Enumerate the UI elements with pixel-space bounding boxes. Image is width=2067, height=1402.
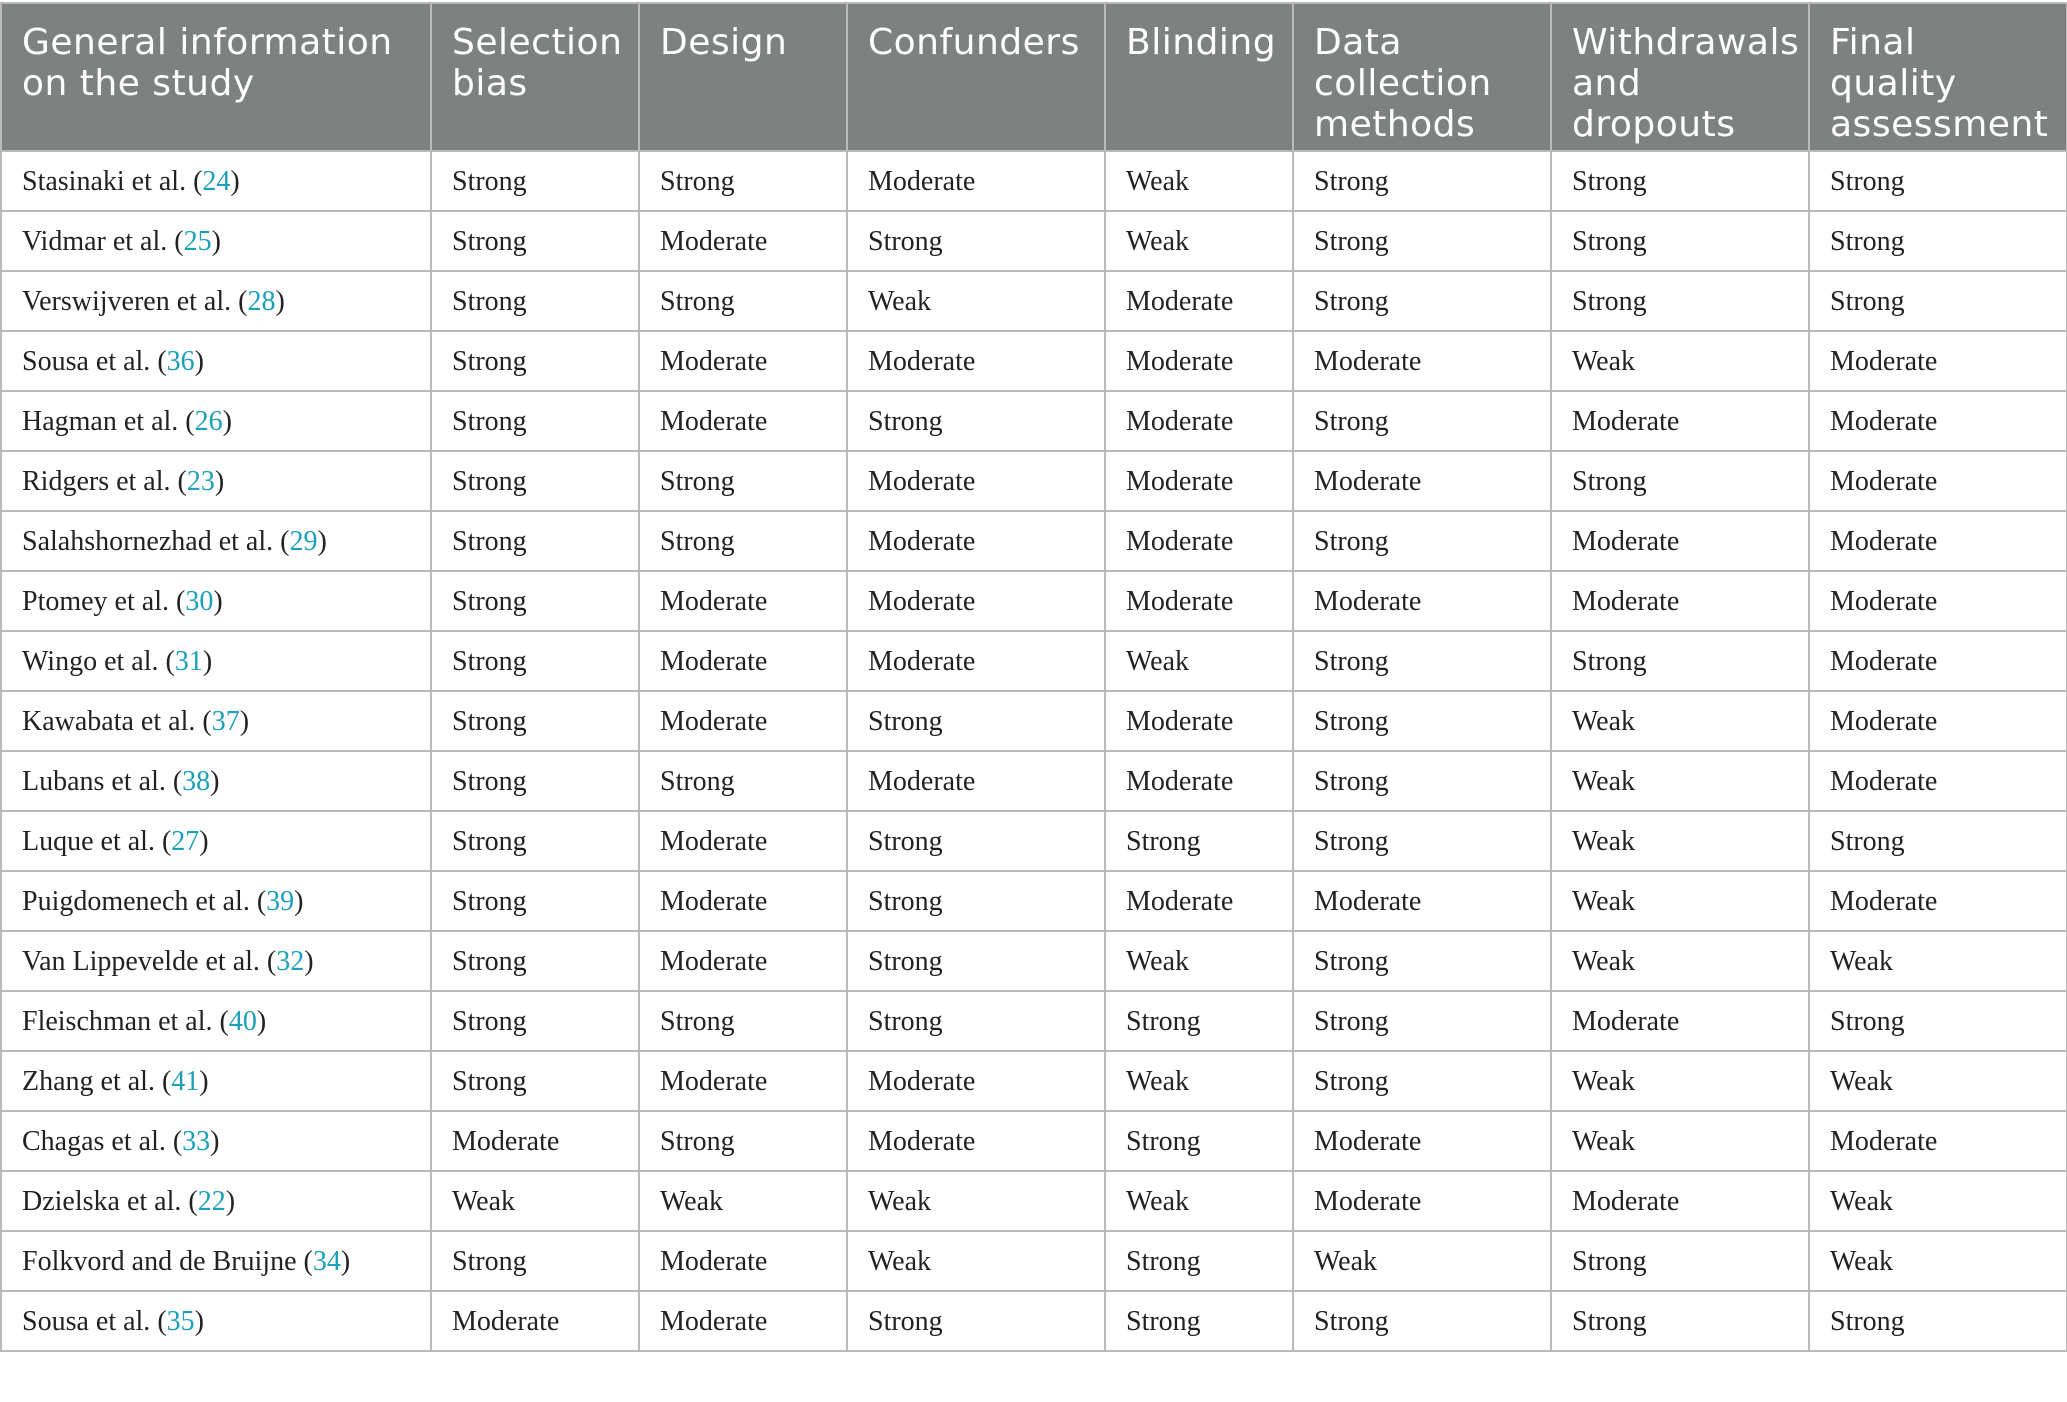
- design-cell: Weak: [639, 1171, 847, 1231]
- header-selection-bias: Selection bias: [431, 3, 639, 151]
- selection-bias-cell: Strong: [431, 571, 639, 631]
- withdrawals-cell: Weak: [1551, 691, 1809, 751]
- study-cell: Dzielska et al. (22): [1, 1171, 431, 1231]
- data-collection-cell: Weak: [1293, 1231, 1551, 1291]
- table-row: [1, 751, 2067, 811]
- withdrawals-cell: Moderate: [1551, 391, 1809, 451]
- data-collection-cell: Strong: [1293, 991, 1551, 1051]
- confunders-cell: Strong: [847, 811, 1105, 871]
- header-confunders: Confunders: [847, 3, 1105, 151]
- withdrawals-cell: Strong: [1551, 631, 1809, 691]
- design-cell: Moderate: [639, 571, 847, 631]
- table-row: [1, 571, 2067, 631]
- reference-link[interactable]: 28: [247, 286, 276, 317]
- reference-link[interactable]: 24: [202, 166, 231, 197]
- reference-link[interactable]: 29: [289, 526, 318, 557]
- table-row: [1, 871, 2067, 931]
- study-name: Kawabata et al.: [22, 706, 196, 737]
- confunders-cell: Weak: [847, 1231, 1105, 1291]
- study-cell: Wingo et al. (31): [1, 631, 431, 691]
- study-cell: Stasinaki et al. (24): [1, 151, 431, 211]
- selection-bias-cell: Moderate: [431, 1111, 639, 1171]
- reference-link[interactable]: 27: [171, 826, 200, 857]
- blinding-cell: Moderate: [1105, 571, 1293, 631]
- reference-link[interactable]: 34: [312, 1246, 341, 1277]
- selection-bias-cell: Strong: [431, 1051, 639, 1111]
- header-withdrawals-and-dropouts: Withdrawals and dropouts: [1551, 3, 1809, 151]
- table-row: [1, 331, 2067, 391]
- withdrawals-cell: Strong: [1551, 151, 1809, 211]
- selection-bias-cell: Strong: [431, 271, 639, 331]
- quality-assessment-table: [0, 2, 2067, 1352]
- confunders-cell: Strong: [847, 991, 1105, 1051]
- study-cell: Chagas et al. (33): [1, 1111, 431, 1171]
- study-cell: Sousa et al. (36): [1, 331, 431, 391]
- confunders-cell: Moderate: [847, 151, 1105, 211]
- reference-link[interactable]: 32: [276, 946, 305, 977]
- confunders-cell: Moderate: [847, 751, 1105, 811]
- data-collection-cell: Strong: [1293, 631, 1551, 691]
- final-quality-cell: Moderate: [1809, 391, 2067, 451]
- blinding-cell: Weak: [1105, 1051, 1293, 1111]
- final-quality-cell: Strong: [1809, 271, 2067, 331]
- selection-bias-cell: Strong: [431, 871, 639, 931]
- study-name: Folkvord and de Bruijne: [22, 1246, 297, 1277]
- study-cell: Fleischman et al. (40): [1, 991, 431, 1051]
- table-header: [1, 3, 2067, 151]
- withdrawals-cell: Moderate: [1551, 571, 1809, 631]
- study-name: Verswijveren et al.: [22, 286, 232, 317]
- selection-bias-cell: Moderate: [431, 1291, 639, 1351]
- withdrawals-cell: Moderate: [1551, 511, 1809, 571]
- selection-bias-cell: Strong: [431, 991, 639, 1051]
- selection-bias-cell: Weak: [431, 1171, 639, 1231]
- data-collection-cell: Moderate: [1293, 571, 1551, 631]
- design-cell: Moderate: [639, 1231, 847, 1291]
- study-name: Lubans et al.: [22, 766, 166, 797]
- data-collection-cell: Moderate: [1293, 1111, 1551, 1171]
- selection-bias-cell: Strong: [431, 691, 639, 751]
- design-cell: Moderate: [639, 331, 847, 391]
- selection-bias-cell: Strong: [431, 931, 639, 991]
- data-collection-cell: Strong: [1293, 931, 1551, 991]
- study-name: Ridgers et al.: [22, 466, 171, 497]
- selection-bias-cell: Strong: [431, 331, 639, 391]
- withdrawals-cell: Weak: [1551, 1111, 1809, 1171]
- confunders-cell: Moderate: [847, 331, 1105, 391]
- selection-bias-cell: Strong: [431, 631, 639, 691]
- blinding-cell: Weak: [1105, 631, 1293, 691]
- final-quality-cell: Strong: [1809, 151, 2067, 211]
- final-quality-cell: Weak: [1809, 931, 2067, 991]
- selection-bias-cell: Strong: [431, 451, 639, 511]
- study-name: Van Lippevelde et al.: [22, 946, 260, 977]
- header-design: Design: [639, 3, 847, 151]
- study-name: Chagas et al.: [22, 1126, 166, 1157]
- reference-link[interactable]: 26: [194, 406, 223, 437]
- selection-bias-cell: Strong: [431, 391, 639, 451]
- final-quality-cell: Moderate: [1809, 751, 2067, 811]
- design-cell: Strong: [639, 271, 847, 331]
- confunders-cell: Strong: [847, 931, 1105, 991]
- header-blinding: Blinding: [1105, 3, 1293, 151]
- blinding-cell: Strong: [1105, 1111, 1293, 1171]
- data-collection-cell: Strong: [1293, 391, 1551, 451]
- table-row: [1, 391, 2067, 451]
- data-collection-cell: Strong: [1293, 811, 1551, 871]
- final-quality-cell: Weak: [1809, 1171, 2067, 1231]
- table-row: [1, 1051, 2067, 1111]
- study-name: Luque et al.: [22, 826, 155, 857]
- confunders-cell: Moderate: [847, 511, 1105, 571]
- reference-link[interactable]: 37: [211, 706, 240, 737]
- table-row: [1, 151, 2067, 211]
- final-quality-cell: Moderate: [1809, 451, 2067, 511]
- table-row: [1, 451, 2067, 511]
- study-name: Sousa et al.: [22, 346, 151, 377]
- study-cell: Vidmar et al. (25): [1, 211, 431, 271]
- final-quality-cell: Moderate: [1809, 691, 2067, 751]
- confunders-cell: Strong: [847, 211, 1105, 271]
- blinding-cell: Moderate: [1105, 511, 1293, 571]
- data-collection-cell: Moderate: [1293, 331, 1551, 391]
- header-data-collection-methods: Data collection methods: [1293, 3, 1551, 151]
- study-cell: Hagman et al. (26): [1, 391, 431, 451]
- withdrawals-cell: Strong: [1551, 211, 1809, 271]
- withdrawals-cell: Weak: [1551, 751, 1809, 811]
- blinding-cell: Weak: [1105, 151, 1293, 211]
- final-quality-cell: Moderate: [1809, 1111, 2067, 1171]
- data-collection-cell: Strong: [1293, 751, 1551, 811]
- table-row: [1, 1231, 2067, 1291]
- design-cell: Strong: [639, 991, 847, 1051]
- withdrawals-cell: Weak: [1551, 1051, 1809, 1111]
- confunders-cell: Strong: [847, 871, 1105, 931]
- design-cell: Moderate: [639, 1291, 847, 1351]
- study-name: Sousa et al.: [22, 1306, 151, 1337]
- study-cell: Sousa et al. (35): [1, 1291, 431, 1351]
- withdrawals-cell: Strong: [1551, 271, 1809, 331]
- reference-link[interactable]: 40: [228, 1006, 257, 1037]
- reference-link[interactable]: 22: [197, 1186, 226, 1217]
- withdrawals-cell: Weak: [1551, 331, 1809, 391]
- withdrawals-cell: Weak: [1551, 811, 1809, 871]
- study-cell: Lubans et al. (38): [1, 751, 431, 811]
- study-name: Puigdomenech et al.: [22, 886, 250, 917]
- study-name: Salahshornezhad et al.: [22, 526, 274, 557]
- blinding-cell: Strong: [1105, 991, 1293, 1051]
- design-cell: Moderate: [639, 811, 847, 871]
- study-cell: Van Lippevelde et al. (32): [1, 931, 431, 991]
- withdrawals-cell: Strong: [1551, 1291, 1809, 1351]
- data-collection-cell: Strong: [1293, 511, 1551, 571]
- study-cell: Zhang et al. (41): [1, 1051, 431, 1111]
- withdrawals-cell: Strong: [1551, 1231, 1809, 1291]
- header-general-information: General information on the study: [1, 3, 431, 151]
- study-cell: Ridgers et al. (23): [1, 451, 431, 511]
- selection-bias-cell: Strong: [431, 1231, 639, 1291]
- confunders-cell: Moderate: [847, 1051, 1105, 1111]
- table-row: [1, 211, 2067, 271]
- reference-link[interactable]: 33: [182, 1126, 211, 1157]
- study-name: Vidmar et al.: [22, 226, 168, 257]
- final-quality-cell: Strong: [1809, 1291, 2067, 1351]
- study-name: Dzielska et al.: [22, 1186, 182, 1217]
- table-body: [1, 151, 2067, 1351]
- study-cell: Luque et al. (27): [1, 811, 431, 871]
- table-row: [1, 811, 2067, 871]
- final-quality-cell: Strong: [1809, 211, 2067, 271]
- design-cell: Strong: [639, 511, 847, 571]
- header-final-quality-assessment: Final quality assessment: [1809, 3, 2067, 151]
- selection-bias-cell: Strong: [431, 511, 639, 571]
- withdrawals-cell: Weak: [1551, 871, 1809, 931]
- final-quality-cell: Moderate: [1809, 511, 2067, 571]
- blinding-cell: Weak: [1105, 931, 1293, 991]
- reference-link[interactable]: 25: [183, 226, 212, 257]
- data-collection-cell: Strong: [1293, 211, 1551, 271]
- study-name: Zhang et al.: [22, 1066, 155, 1097]
- reference-link[interactable]: 39: [266, 886, 295, 917]
- data-collection-cell: Moderate: [1293, 451, 1551, 511]
- blinding-cell: Moderate: [1105, 391, 1293, 451]
- final-quality-cell: Moderate: [1809, 631, 2067, 691]
- blinding-cell: Moderate: [1105, 271, 1293, 331]
- confunders-cell: Strong: [847, 1291, 1105, 1351]
- study-cell: Verswijveren et al. (28): [1, 271, 431, 331]
- design-cell: Moderate: [639, 211, 847, 271]
- reference-link[interactable]: 41: [171, 1066, 200, 1097]
- confunders-cell: Moderate: [847, 1111, 1105, 1171]
- blinding-cell: Moderate: [1105, 451, 1293, 511]
- data-collection-cell: Strong: [1293, 271, 1551, 331]
- table-row: [1, 511, 2067, 571]
- study-cell: Salahshornezhad et al. (29): [1, 511, 431, 571]
- reference-link[interactable]: 30: [185, 586, 214, 617]
- blinding-cell: Moderate: [1105, 691, 1293, 751]
- final-quality-cell: Weak: [1809, 1231, 2067, 1291]
- final-quality-cell: Moderate: [1809, 871, 2067, 931]
- confunders-cell: Moderate: [847, 571, 1105, 631]
- table-row: [1, 631, 2067, 691]
- table-row: [1, 931, 2067, 991]
- reference-link[interactable]: 31: [174, 646, 203, 677]
- final-quality-cell: Weak: [1809, 1051, 2067, 1111]
- selection-bias-cell: Strong: [431, 751, 639, 811]
- blinding-cell: Strong: [1105, 1231, 1293, 1291]
- design-cell: Moderate: [639, 931, 847, 991]
- confunders-cell: Moderate: [847, 451, 1105, 511]
- study-cell: Puigdomenech et al. (39): [1, 871, 431, 931]
- study-name: Ptomey et al.: [22, 586, 169, 617]
- table-row: [1, 691, 2067, 751]
- selection-bias-cell: Strong: [431, 811, 639, 871]
- withdrawals-cell: Weak: [1551, 931, 1809, 991]
- design-cell: Moderate: [639, 691, 847, 751]
- confunders-cell: Strong: [847, 391, 1105, 451]
- table-row: [1, 1111, 2067, 1171]
- confunders-cell: Weak: [847, 1171, 1105, 1231]
- final-quality-cell: Strong: [1809, 991, 2067, 1051]
- design-cell: Strong: [639, 1111, 847, 1171]
- study-name: Fleischman et al.: [22, 1006, 213, 1037]
- study-name: Wingo et al.: [22, 646, 159, 677]
- withdrawals-cell: Moderate: [1551, 1171, 1809, 1231]
- design-cell: Strong: [639, 751, 847, 811]
- final-quality-cell: Moderate: [1809, 331, 2067, 391]
- design-cell: Moderate: [639, 1051, 847, 1111]
- study-cell: Kawabata et al. (37): [1, 691, 431, 751]
- study-cell: Ptomey et al. (30): [1, 571, 431, 631]
- selection-bias-cell: Strong: [431, 151, 639, 211]
- design-cell: Moderate: [639, 631, 847, 691]
- final-quality-cell: Moderate: [1809, 571, 2067, 631]
- withdrawals-cell: Moderate: [1551, 991, 1809, 1051]
- data-collection-cell: Strong: [1293, 691, 1551, 751]
- header-row: [1, 3, 2067, 151]
- study-name: Hagman et al.: [22, 406, 179, 437]
- blinding-cell: Strong: [1105, 1291, 1293, 1351]
- design-cell: Strong: [639, 151, 847, 211]
- confunders-cell: Moderate: [847, 631, 1105, 691]
- data-collection-cell: Moderate: [1293, 1171, 1551, 1231]
- data-collection-cell: Strong: [1293, 1291, 1551, 1351]
- design-cell: Moderate: [639, 871, 847, 931]
- reference-link[interactable]: 36: [166, 346, 195, 377]
- blinding-cell: Strong: [1105, 811, 1293, 871]
- withdrawals-cell: Strong: [1551, 451, 1809, 511]
- reference-link[interactable]: 23: [186, 466, 215, 497]
- study-name: Stasinaki et al.: [22, 166, 187, 197]
- blinding-cell: Moderate: [1105, 751, 1293, 811]
- blinding-cell: Moderate: [1105, 331, 1293, 391]
- selection-bias-cell: Strong: [431, 211, 639, 271]
- data-collection-cell: Strong: [1293, 1051, 1551, 1111]
- blinding-cell: Moderate: [1105, 871, 1293, 931]
- reference-link[interactable]: 35: [166, 1306, 195, 1337]
- table-row: [1, 991, 2067, 1051]
- confunders-cell: Strong: [847, 691, 1105, 751]
- table-row: [1, 1171, 2067, 1231]
- blinding-cell: Weak: [1105, 211, 1293, 271]
- table-row: [1, 271, 2067, 331]
- final-quality-cell: Strong: [1809, 811, 2067, 871]
- table-row: [1, 1291, 2067, 1351]
- blinding-cell: Weak: [1105, 1171, 1293, 1231]
- confunders-cell: Weak: [847, 271, 1105, 331]
- reference-link[interactable]: 38: [182, 766, 211, 797]
- design-cell: Moderate: [639, 391, 847, 451]
- design-cell: Strong: [639, 451, 847, 511]
- study-cell: Folkvord and de Bruijne (34): [1, 1231, 431, 1291]
- data-collection-cell: Moderate: [1293, 871, 1551, 931]
- data-collection-cell: Strong: [1293, 151, 1551, 211]
